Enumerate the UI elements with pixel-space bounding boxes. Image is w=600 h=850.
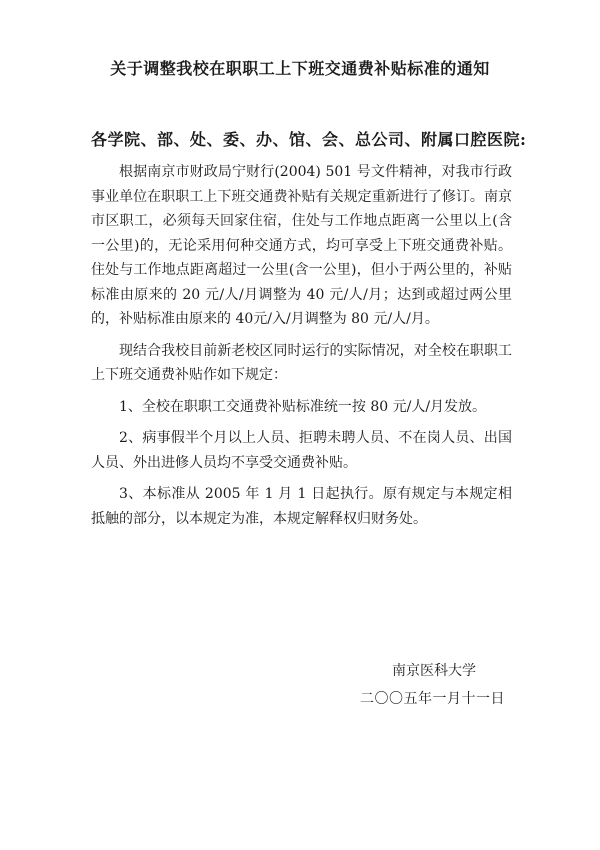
paragraph-rule-3: 3、本标准从 2005 年 1 月 1 日起执行。原有规定与本规定相抵触的部分，以本规定为准，本规定解释权归财务处。: [91, 486, 512, 527]
document-body: [91, 160, 512, 538]
paragraph-rule-1: 1、全校在职职工交通费补贴标准统一按 80 元/人/月发放。: [119, 398, 487, 415]
paragraph-rule-2: 2、病事假半个月以上人员、拒聘未聘人员、不在岗人员、出国人员、外出进修人员均不享受交通费补贴。: [91, 430, 512, 471]
paragraph-context: 现结合我校目前新老校区同时运行的实际情况，对全校在职职工上下班交通费补贴作如下规定：: [91, 342, 512, 383]
document-title: 关于调整我校在职职工上下班交通费补贴标准的通知: [110, 59, 490, 78]
signature-date: 二〇〇五年一月十一日: [360, 691, 505, 707]
paragraph-policy-basis: 根据南京市财政局宁财行(2004) 501 号文件精神，对我市行政事业单位在职职工上下班交通费补贴有关规定重新进行了修订。南京市区职工，必须每天回家住宿，住处与工作地点距离一公里以上(含一公里)的，无论采用何种交通方式，均可享受上下班交通费补贴。住处与工作地点距离超过一公里(含一公里)，但小于两公里的，补贴标准由原来的 20 元/人/月调整为 40 元/人/月；达到或超过两公里的，补贴标准由原来的 40元/入/月调整为 80 元/人/月。: [91, 164, 512, 327]
signature-block: [360, 657, 520, 713]
signature-organization: 南京医科大学: [392, 663, 476, 679]
salutation: 各学院、部、处、委、办、馆、会、总公司、附属口腔医院:: [91, 130, 527, 149]
